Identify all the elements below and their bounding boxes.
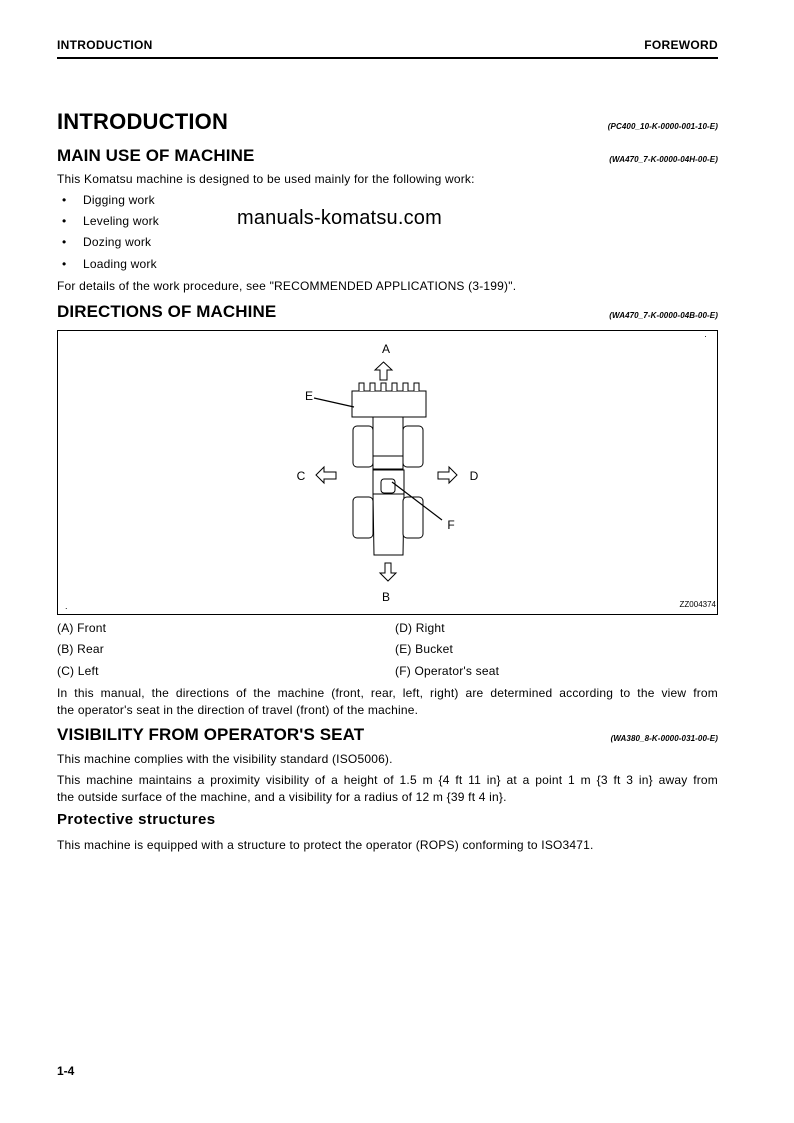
bullet-marker: • bbox=[62, 235, 67, 249]
page-title-code: (PC400_10-K-0000-001-10-E) bbox=[607, 122, 718, 131]
label-d: D bbox=[469, 469, 479, 483]
visibility-code: (WA380_8-K-0000-031-00-E) bbox=[610, 734, 718, 743]
visibility-description-line: This machine maintains a proximity visibility of a height of 1.5 m {4 ft 11 in} at a point 1 m {3 ft 3 in} away from bbox=[57, 773, 718, 787]
wheel-shape bbox=[353, 497, 373, 538]
label-c: C bbox=[296, 469, 306, 483]
wheel-shape bbox=[353, 426, 373, 467]
rear-body-shape bbox=[373, 494, 404, 555]
page-number: 1-4 bbox=[57, 1064, 75, 1078]
machine-top-view-diagram bbox=[57, 330, 718, 615]
list-item: Dozing work bbox=[83, 235, 152, 249]
figure-id: ZZ004374 bbox=[679, 600, 716, 609]
bucket-leader-line bbox=[314, 398, 354, 407]
header-rule bbox=[57, 57, 718, 59]
visibility-heading: VISIBILITY FROM OPERATOR'S SEAT bbox=[57, 725, 365, 744]
directions-description-line: the operator's seat in the direction of travel (front) of the machine. bbox=[57, 703, 419, 717]
running-header-left: INTRODUCTION bbox=[57, 38, 153, 52]
legend-item-operator-seat: (F) Operator's seat bbox=[395, 664, 500, 678]
list-item: Loading work bbox=[83, 257, 157, 271]
figure-corner-mark: . bbox=[65, 601, 68, 611]
legend-item-rear: (B) Rear bbox=[57, 642, 104, 656]
wheel-shape bbox=[403, 426, 423, 467]
directions-heading: DIRECTIONS OF MACHINE bbox=[57, 302, 277, 321]
legend-item-right: (D) Right bbox=[395, 621, 445, 635]
label-a: A bbox=[381, 342, 391, 356]
front-arrow-icon bbox=[375, 362, 392, 380]
bullet-marker: • bbox=[62, 257, 67, 271]
label-e: E bbox=[304, 389, 314, 403]
operator-seat-icon bbox=[381, 479, 395, 493]
list-item: Digging work bbox=[83, 193, 155, 207]
label-f: F bbox=[447, 518, 455, 532]
watermark-text: manuals-komatsu.com bbox=[237, 207, 442, 229]
main-use-intro: This Komatsu machine is designed to be used mainly for the following work: bbox=[57, 172, 475, 186]
legend-item-left: (C) Left bbox=[57, 664, 99, 678]
rear-arrow-icon bbox=[380, 563, 396, 581]
visibility-description-line: the outside surface of the machine, and a visibility for a radius of 12 m {39 ft 4 in}. bbox=[57, 790, 507, 804]
bucket-shape bbox=[352, 391, 426, 417]
left-arrow-icon bbox=[316, 467, 336, 483]
page-title: INTRODUCTION bbox=[57, 109, 229, 134]
protective-structures-text: This machine is equipped with a structure to protect the operator (ROPS) conforming to ISO3471. bbox=[57, 838, 594, 852]
running-header-right: FOREWORD bbox=[644, 38, 718, 52]
work-procedure-reference: For details of the work procedure, see "RECOMMENDED APPLICATIONS (3-199)". bbox=[57, 279, 517, 293]
bullet-marker: • bbox=[62, 193, 67, 207]
main-use-code: (WA470_7-K-0000-04H-00-E) bbox=[609, 155, 718, 164]
right-arrow-icon bbox=[438, 467, 457, 483]
label-b: B bbox=[381, 590, 391, 604]
directions-description-line: In this manual, the directions of the machine (front, rear, left, right) are determined according to the view from bbox=[57, 686, 718, 700]
bucket-teeth-icon bbox=[359, 383, 419, 391]
legend-item-bucket: (E) Bucket bbox=[395, 642, 454, 656]
main-use-heading: MAIN USE OF MACHINE bbox=[57, 146, 255, 165]
figure-corner-mark: · bbox=[704, 331, 707, 341]
protective-structures-heading: Protective structures bbox=[57, 811, 216, 828]
list-item: Leveling work bbox=[83, 214, 159, 228]
directions-code: (WA470_7-K-0000-04B-00-E) bbox=[609, 311, 718, 320]
legend-item-front: (A) Front bbox=[57, 621, 107, 635]
front-frame-shape bbox=[373, 417, 403, 469]
bullet-marker: • bbox=[62, 214, 67, 228]
visibility-standard-text: This machine complies with the visibility standard (ISO5006). bbox=[57, 752, 393, 766]
